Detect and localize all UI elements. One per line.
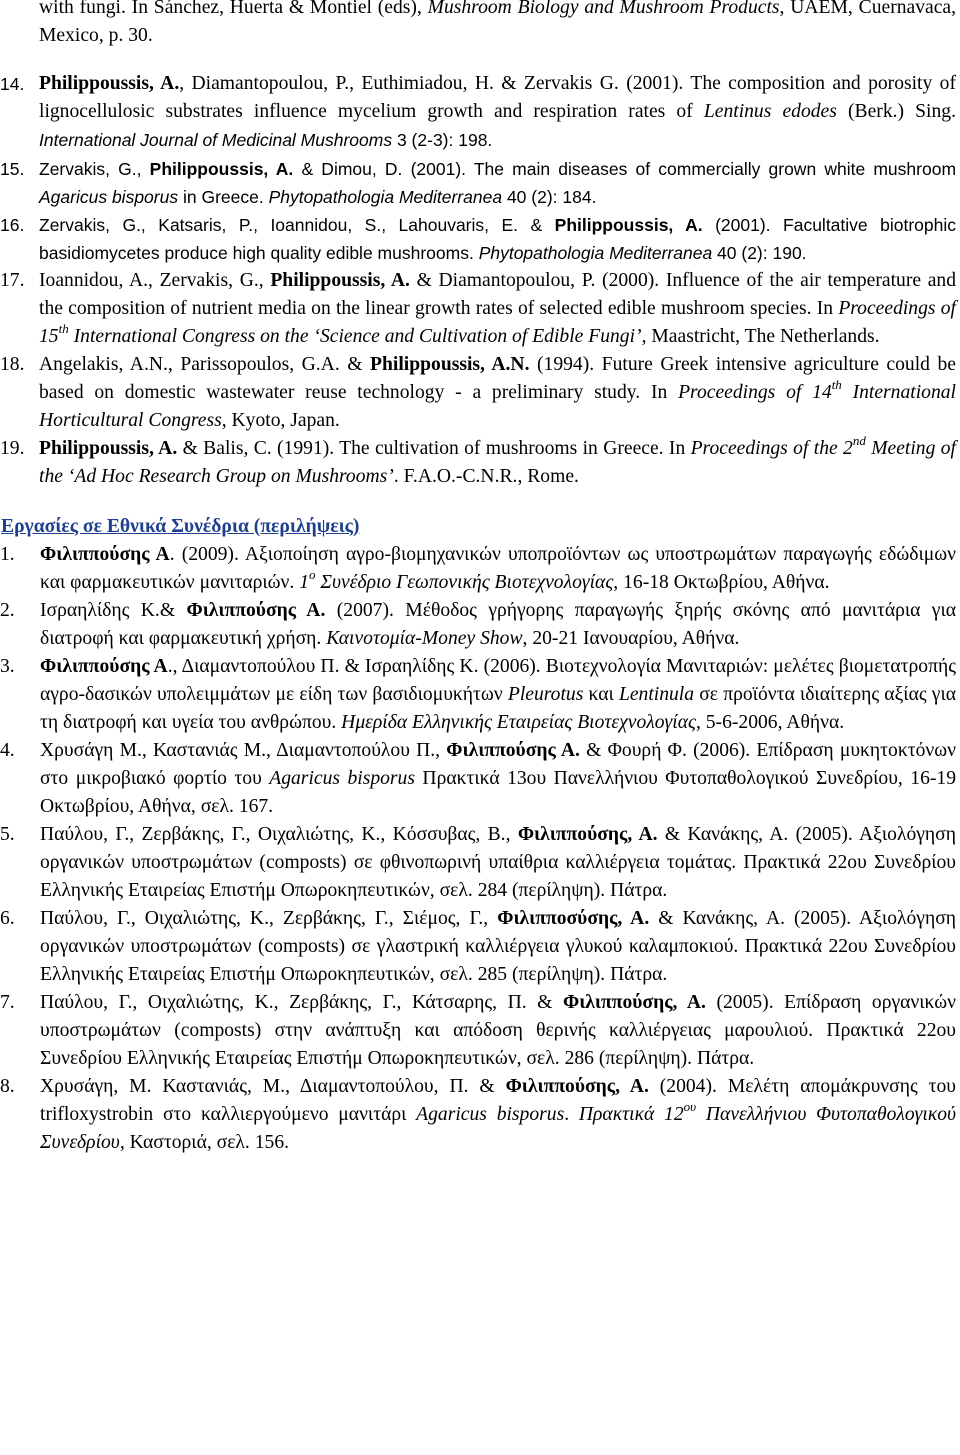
text: 1 [299, 571, 310, 593]
text: in Greece. [178, 186, 269, 207]
text: ., Διαμαντοπούλου Π. & Ισραηλίδης Κ. (2006). Βιοτεχνολογία Μανιταριών: μελέτες βιομετατροπής αγρο-δασικών υπολειμμάτων με είδη των βασιδιομυκήτων [40, 655, 956, 705]
conference-title: Ημερίδα Ελληνικής Εταιρείας Βιοτεχνολογίας [341, 711, 696, 733]
reference-14 [0, 70, 960, 155]
text: Παύλου, Γ., Ζερβάκης, Γ., Οιχαλιώτης, Κ., Κόσσυβας, Β., [40, 823, 518, 845]
author-highlight: Φιλιππούσης, Α. [505, 1075, 649, 1097]
journal-name: Phytopathologia Mediterranea [268, 186, 503, 207]
text: (2001). Facultative biotrophic basidiomycetes produce high quality edible mushrooms. [39, 214, 957, 263]
text: & Balis, C. (1991). The cultivation of mushrooms in Greece. In [177, 437, 691, 459]
text: & Κανάκης, Α. (2005). Αξιολόγηση οργανικών υποστρωμάτων (composts) σε φθινοπωρινή υπαίθρια καλλιέργεια τομάτας. Πρακτικά 22ου Συνεδρίου Ελληνικής Εταιρείας Επιστήμ Οπωροκηπευτικών, σελ. 284 (περίληψη). Πάτρα. [40, 823, 956, 901]
text: Zervakis, G., Katsaris, P., Ioannidou, S., Lahouvaris, E. & [39, 214, 555, 235]
greek-reference-1 [0, 541, 960, 597]
text: International Congress on the ‘Science and Cultivation of Edible Fungi’ [68, 325, 642, 347]
text: , UAEM, Cuernavaca, Mexico, p. 30. [39, 0, 956, 46]
reference-number: 6. [0, 907, 15, 929]
reference-number: 1. [0, 543, 15, 565]
text: & Φουρή Φ. (2006). Επίδραση μυκητοκτόνων στο μικροβιακό φορτίο του [40, 739, 956, 789]
author-highlight: Philippoussis, A. [39, 437, 178, 459]
reference-15 [0, 155, 960, 211]
reference-number: 15. [0, 158, 25, 179]
reference-number: 4. [0, 739, 15, 761]
text: Συνέδριο Γεωπονικής Βιοτεχνολογίας [315, 571, 614, 593]
greek-reference-5 [0, 821, 960, 905]
text: (2005). Επίδραση οργανικών υποστρωμάτων (composts) στην ανάπτυξη και απόδοση θερινής καλλιέργειας μαρουλιού. Πρακτικά 22ου Συνεδρίου Ελληνικής Εταιρείας Επιστήμ Οπωροκηπευτικών, σελ. 286 (περίληψη). Πάτρα. [40, 991, 956, 1069]
greek-reference-7 [0, 989, 960, 1073]
text: with fungi. In Sánchez, Huerta & Montiel (eds), [39, 0, 428, 18]
text: , Diamantopoulou, P., Euthimiadou, H. & Zervakis G. (2001). The composition and porosity of lignocellulosic substrates influence mycelium growth and respiration rates of [39, 72, 956, 122]
text: , Καστοριά, σελ. 156. [119, 1131, 290, 1153]
book-title: Mushroom Biology and Mushroom Products [427, 0, 780, 18]
text: Proceedings of 14 [678, 381, 832, 403]
text: Proceedings of 15 [39, 297, 957, 347]
greek-reference-2 [0, 597, 960, 653]
text: Παύλου, Γ., Οιχαλιώτης, Κ., Ζερβάκης, Γ., Σιέμος, Γ., [40, 907, 498, 929]
reference-16 [0, 211, 960, 267]
text: . [564, 1103, 579, 1125]
text: , 16-18 Οκτωβρίου, Αθήνα. [613, 571, 830, 593]
superscript: th [58, 321, 69, 337]
text: Ισραηλίδης Κ.& [40, 599, 187, 621]
species-name: Agaricus bisporus [416, 1103, 565, 1125]
author-highlight: Φιλιππούσης Α [40, 655, 168, 677]
text: Πανελλήνιου Φυτοπαθολογικού Συνεδρίου [40, 1103, 957, 1153]
text: Χρυσάγη, Μ. Καστανιάς, Μ., Διαμαντοπούλου, Π. & [40, 1075, 506, 1097]
reference-number: 19. [0, 437, 25, 459]
text: , Maastricht, The Netherlands. [641, 325, 880, 347]
text: , 20-21 Ιανουαρίου, Αθήνα. [522, 627, 740, 649]
reference-number: 14. [0, 73, 25, 94]
text: σε προϊόντα ιδιαίτερης αξίας για τη διατροφή και υγεία του ανθρώπου. [40, 683, 956, 733]
author-highlight: Philippoussis, A. [39, 72, 180, 94]
superscript: ο [309, 567, 316, 583]
text: & Dimou, D. (2001). The main diseases of commercially grown white mushroom [293, 158, 957, 179]
text: Angelakis, A.N., Parissopoulos, G.A. & [39, 353, 371, 375]
author-highlight: Φιλιππούσης, Α. [562, 991, 706, 1013]
text: (1994). Future Greek intensive agriculture could be based on domestic wastewater reuse technology - a preliminary study. In [39, 353, 956, 403]
author-highlight: Φιλιππούσης Α [40, 543, 170, 565]
author-highlight: Philippoussis, A. [149, 158, 294, 179]
author-highlight: Philippoussis, A. [270, 269, 410, 291]
text: & Κανάκης, Α. (2005). Αξιολόγηση οργανικών υποστρωμάτων (composts) σε γλαστρική καλλιέργεια γλυκού καλαμποκιού. Πρακτικά 22ου Συνεδρίου Ελληνικής Εταιρείας Επιστήμ Οπωροκηπευτικών, σελ. 285 (περίληψη). Πάτρα. [40, 907, 957, 985]
reference-number: 18. [0, 353, 25, 375]
text: , Kyoto, Japan. [221, 409, 340, 431]
journal-name: International Journal of Medicinal Mushrooms [39, 129, 393, 150]
greek-reference-8 [0, 1073, 960, 1157]
reference-number: 17. [0, 269, 25, 291]
text: & Diamantopoulou, P. (2000). Influence of the air temperature and the composition of nutrient media on the linear growth rates of selected edible mushroom species. In [39, 269, 957, 319]
author-highlight: Φιλιπποσύσης, Α. [497, 907, 650, 929]
text: Proceedings of the 2 [690, 437, 853, 459]
text: (2007). Μέθοδος γρήγορης παραγωγής ξηρής σκόνης από μανιτάρια για διατροφή και φαρμακευτική χρήση. [40, 599, 956, 649]
genus-name: Lentinula [618, 683, 695, 705]
author-highlight: Philippoussis, A.N. [370, 353, 530, 375]
text: Zervakis, G., [39, 158, 150, 179]
text: Meeting of the ‘Ad Hoc Research Group on Mushrooms’ [39, 437, 956, 487]
text: , 5-6-2006, Αθήνα. [695, 711, 845, 733]
author-highlight: Philippoussis, A. [554, 214, 703, 235]
superscript: th [831, 377, 842, 393]
text: Παύλου, Γ., Οιχαλιώτης, Κ., Ζερβάκης, Γ., Κάτσαρης, Π. & [40, 991, 563, 1013]
species-name: Lentinus edodes [703, 100, 837, 122]
text: 40 (2): 190. [712, 242, 807, 263]
text: International Horticultural Congress [39, 381, 956, 431]
reference-number: 3. [0, 655, 15, 677]
journal-name: Phytopathologia Mediterranea [478, 242, 713, 263]
text: . (2009). Αξιοποίηση αγρο-βιομηχανικών υποπροϊόντων ως υποστρωμάτων παραγωγής εδώδιμων και φαρμακευτικών μανιταριών. [40, 543, 956, 593]
text: Ioannidou, A., Zervakis, G., [39, 269, 271, 291]
reference-number: 5. [0, 823, 15, 845]
text: (2004). Μελέτη απομάκρυνσης του trifloxystrobin στο καλλιεργούμενο μανιτάρι [40, 1075, 957, 1125]
reference-continuation [0, 0, 960, 50]
text: (Berk.) Sing. [836, 100, 956, 122]
reference-18 [0, 351, 960, 435]
text: Πρακτικά 13ου Πανελλήνιου Φυτοπαθολογικού Συνεδρίου, 16-19 Οκτωβρίου, Αθήνα, σελ. 167. [40, 767, 956, 817]
text: 3 (2-3): 198. [392, 129, 493, 150]
reference-17 [0, 267, 960, 351]
reference-19 [0, 435, 960, 491]
text: Πρακτικά 12 [578, 1103, 684, 1125]
genus-name: Pleurotus [507, 683, 584, 705]
reference-number: 16. [0, 214, 25, 235]
reference-number: 2. [0, 599, 15, 621]
text: και [583, 683, 619, 705]
reference-number: 7. [0, 991, 15, 1013]
greek-reference-4 [0, 737, 960, 821]
author-highlight: Φιλιππούσης Α. [186, 599, 326, 621]
species-name: Agaricus bisporus [269, 767, 415, 789]
author-highlight: Φιλιππούσης, Α. [517, 823, 658, 845]
greek-reference-3 [0, 653, 960, 737]
reference-number: 8. [0, 1075, 15, 1097]
superscript: nd [852, 433, 866, 449]
species-name: Agaricus bisporus [39, 186, 179, 207]
text: . F.A.O.-C.N.R., Rome. [393, 465, 579, 487]
conference-title: Καινοτομία-Money Show [326, 627, 523, 649]
superscript: ου [683, 1099, 697, 1115]
section-heading: Εργασίες σε Εθνικά Συνέδρια (περιλήψεις) [1, 515, 360, 537]
text: 40 (2): 184. [502, 186, 597, 207]
conference-title [299, 567, 614, 593]
greek-reference-6 [0, 905, 960, 989]
author-highlight: Φιλιππούσης Α. [446, 739, 580, 761]
text: Χρυσάγη Μ., Καστανιάς Μ., Διαμαντοπούλου Π., [40, 739, 447, 761]
